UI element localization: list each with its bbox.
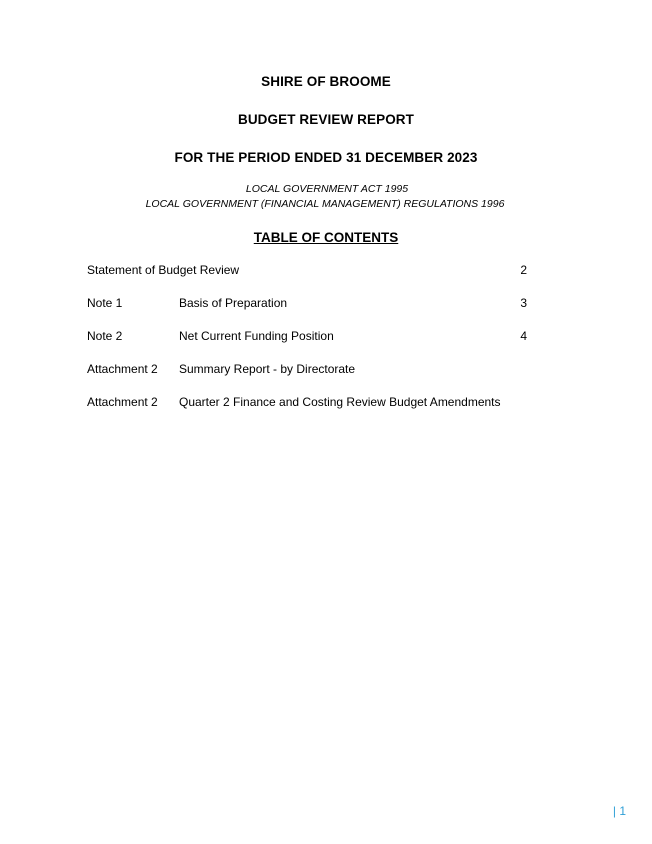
toc-entry-ref: Statement of Budget Review <box>87 263 240 277</box>
page-number: | 1 <box>612 804 626 818</box>
toc-entry-ref: Attachment 2 <box>87 362 158 376</box>
legislation-regulations: LOCAL GOVERNMENT (FINANCIAL MANAGEMENT) REGULATIONS 1996 <box>145 198 505 210</box>
toc-entry-page: 2 <box>520 263 527 277</box>
toc-entry-desc: Net Current Funding Position <box>179 329 334 343</box>
toc-entry-ref: Attachment 2 <box>87 395 158 409</box>
toc-entry-ref: Note 2 <box>87 329 123 343</box>
report-title: BUDGET REVIEW REPORT <box>237 112 414 127</box>
toc-entry-note-2 <box>87 328 527 344</box>
toc-heading: TABLE OF CONTENTS <box>253 230 399 245</box>
toc-entry-page: 3 <box>520 296 527 310</box>
toc-entry-attachment-amendments <box>87 394 527 410</box>
toc-entry-note-1 <box>87 295 527 311</box>
legislation-act: LOCAL GOVERNMENT ACT 1995 <box>245 183 409 195</box>
report-period: FOR THE PERIOD ENDED 31 DECEMBER 2023 <box>174 150 478 165</box>
organisation-title: SHIRE OF BROOME <box>261 74 391 89</box>
toc-entry-ref: Note 1 <box>87 296 123 310</box>
toc-entry-desc: Basis of Preparation <box>179 296 288 310</box>
toc-entry-page: 4 <box>520 329 527 343</box>
toc-entry-desc: Summary Report - by Directorate <box>179 362 356 376</box>
toc-entry-statement <box>87 262 527 278</box>
toc-entry-desc: Quarter 2 Finance and Costing Review Budget Amendments <box>179 395 501 409</box>
toc-entry-attachment-summary <box>87 361 527 377</box>
